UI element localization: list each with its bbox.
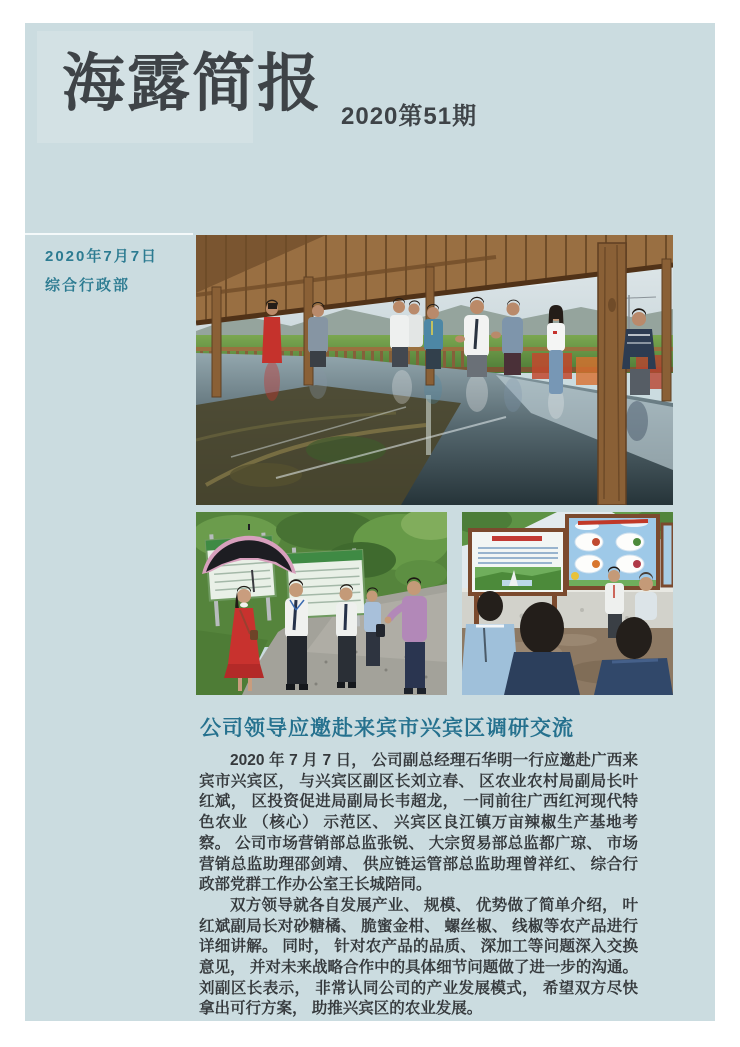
photo-pavilion-model-visit xyxy=(196,235,673,505)
article-headline: 公司领导应邀赴来宾市兴宾区调研交流 xyxy=(200,717,574,740)
display-board-photo-illustration xyxy=(462,512,673,695)
article-paragraph-2: 双方领导就各自发展产业、 规模、 优势做了简单介绍， 叶红斌副局长对砂糖橘、 脆蜜金柑、 螺丝椒、 线椒等农产品进行详细讲解。 同时， 针对农产品的品质、 深加工等问题深入交换意见， 并对未来战略合作中的具体细节问题做了进一步的沟通。 刘副区长表示， 非常认同公司的产业发展模式， 希望双方尽快拿出可行方案， 助推兴宾区的农业发展。 xyxy=(199,896,638,1018)
sidebar-divider xyxy=(25,233,193,235)
sidebar-date: 2020年7月7日 xyxy=(45,248,159,265)
article-body xyxy=(199,751,638,1020)
pavilion-photo-illustration xyxy=(196,235,673,505)
article-paragraph-1: 2020 年 7 月 7 日， 公司副总经理石华明一行应邀赴广西来宾市兴宾区， 与兴宾区副区长刘立春、 区农业农村局副局长叶红斌， 区投资促进局副局长韦超龙， 一同前往广西红河现代特色农业 （核心） 示范区、 兴宾区良江镇万亩辣椒生产基地考察。 公司市场营销部总监张锐、 大宗贸易部总监都广琼、 市场营销总监助理邵剑靖、 供应链运管部总监助理曾祥红、 综合行政部党群工作办公室王长城陪同。 xyxy=(199,752,638,894)
photo-roadside-exchange xyxy=(196,512,447,695)
newsletter-title: 海露简报 xyxy=(62,49,322,119)
sidebar-department: 综合行政部 xyxy=(45,277,131,294)
photo-display-board-tour xyxy=(462,512,673,695)
issue-number: 2020第51期 xyxy=(341,103,478,130)
masthead xyxy=(25,23,715,223)
content-panel xyxy=(25,23,715,1021)
roadside-photo-illustration xyxy=(196,512,447,695)
